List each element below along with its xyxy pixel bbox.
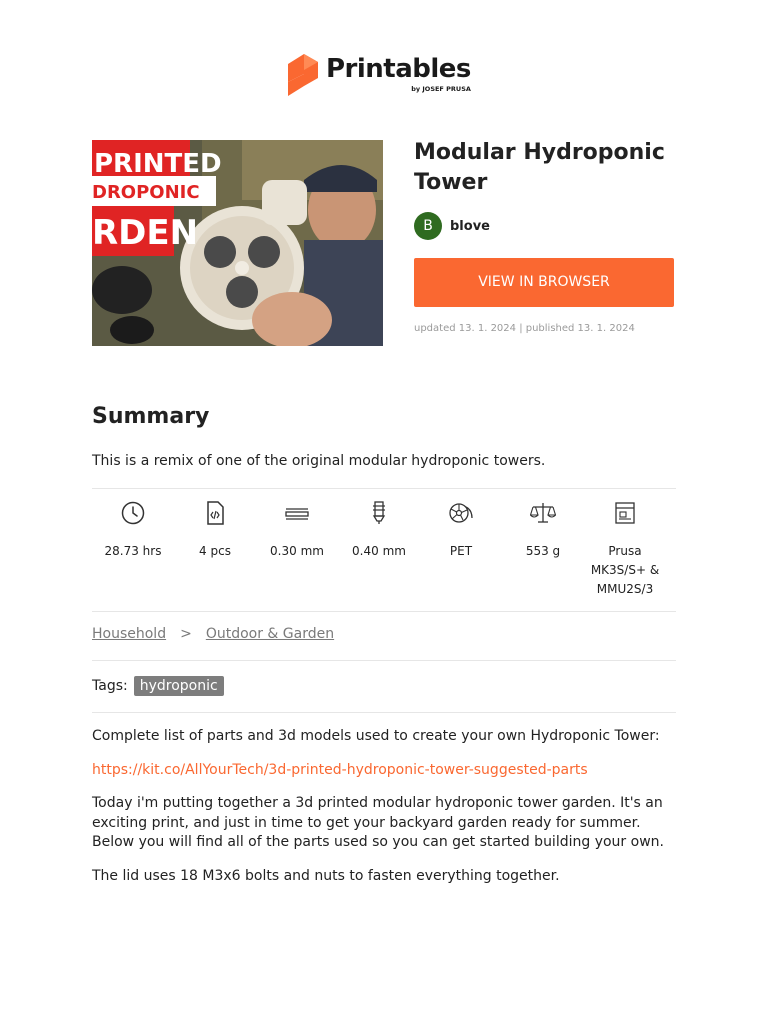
tags-label: Tags: [92,678,128,694]
model-info [414,138,676,334]
summary-text: This is a remix of one of the original modular hydroponic towers. [92,453,546,469]
description-paragraph: Complete list of parts and 3d models used to create your own Hydroponic Tower: [92,728,660,744]
tags-row [92,676,224,696]
divider [92,611,676,612]
stat-label: 0.30 mm [270,544,324,558]
model-title[interactable]: Modular Hydroponic Tower [414,140,665,195]
stat-weight [502,500,584,599]
view-in-browser-button[interactable]: VIEW IN BROWSER [414,258,674,307]
stat-label: Prusa MK3S/S+ & MMU2S/3 [590,544,660,596]
print-stats [92,500,676,599]
description-paragraph: Today i'm putting together a 3d printed modular hydroponic tower garden. It's an exciting print, and just in time to get your backyard garden ready for summer. Below you will find all of the parts used so you can get started building your own. [92,795,664,850]
clock-icon [120,500,146,526]
nozzle-icon [366,500,392,526]
brand-subtitle: by JOSEF PRUSA [411,85,471,93]
thumbnail-text-1: PRINTED [94,149,222,179]
thumbnail-text-3: RDEN [92,213,199,253]
filament-spool-icon [448,500,474,526]
tag-hydroponic[interactable]: hydroponic [134,676,224,696]
divider [92,488,676,489]
avatar[interactable]: B [414,212,442,240]
publish-dates: updated 13. 1. 2024 | published 13. 1. 2024 [414,323,635,334]
breadcrumb-household-link[interactable]: Household [92,626,167,642]
parts-list-link[interactable]: https://kit.co/AllYourTech/3d-printed-hydroponic-tower-suggested-parts [92,761,588,778]
stat-label: 4 pcs [199,544,231,558]
summary-heading: Summary [92,404,210,429]
stat-label: 553 g [525,544,561,558]
printables-logo-icon [286,54,318,96]
author-name[interactable]: blove [450,218,490,234]
scale-icon [530,500,556,526]
printer-icon [612,500,638,526]
divider [92,712,676,713]
stat-label: 0.40 mm [352,544,406,558]
printables-logo[interactable] [286,54,471,96]
brand-name: Printables [326,54,471,84]
stat-nozzle [338,500,420,599]
stat-label: 28.73 hrs [104,544,162,558]
thumbnail-text-2: DROPONIC [92,182,200,203]
divider [92,660,676,661]
stat-parts [174,500,256,599]
model-photo [92,140,383,346]
file-code-icon [202,500,228,526]
model-thumbnail[interactable] [92,140,383,346]
stat-layer-height [256,500,338,599]
description-paragraph: The lid uses 18 M3x6 bolts and nuts to fasten everything together. [92,867,560,884]
stat-print-time [92,500,174,599]
breadcrumb [92,626,334,642]
author[interactable] [414,212,676,240]
stat-material [420,500,502,599]
stat-label: PET [449,544,473,558]
stat-printer [584,500,666,599]
model-description [92,727,682,900]
breadcrumb-separator: > [180,626,192,642]
layer-height-icon [284,500,310,526]
breadcrumb-outdoor-garden-link[interactable]: Outdoor & Garden [205,626,335,642]
